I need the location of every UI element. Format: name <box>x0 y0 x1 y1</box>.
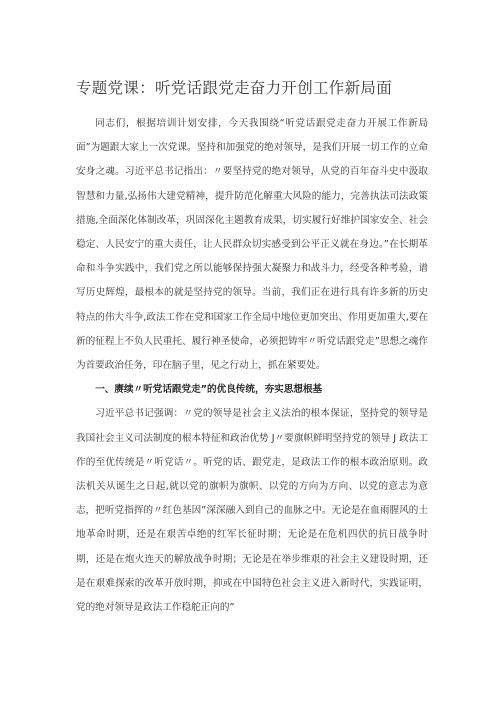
document-title: 专题党课：听党话跟党走奋力开创工作新局面 <box>76 79 393 97</box>
section-paragraph: 习近平总书记强调：〃党的领导是社会主义法治的根本保证，坚持党的领导是我国社会主义司法制度的根本特征和政治优势 J〃要旗帜鲜明坚持党的领导 J 政法工作的至优传统是〃听党话〃。听党的话、跟党走，是政法工作的根本政治原则。政法机关从诞生之日起,就以党的旗帜为旗帜、以党的方向为方向、以党的意志为意志，把听党指挥的〃红色基因”深深融入到自己的血脉之中。无论是在血雨腥风的土地革命时期，还是在艰苦卓绝的红军长征时期；无论是在危机四伏的抗日战争时期，还是在炮火连天的解放战争时期；无论是在举步维艰的社会主义建设时期，还是在艰难探索的改革开放时期，抑或在中国特色社会主义进入新时代，实践证明，党的绝对领导是政法工作稳舵正向的” <box>76 408 428 614</box>
document-body <box>76 112 428 620</box>
section-heading: 一、赓续〃听党话跟党走”的优良传统，夯实思想根基 <box>95 384 323 396</box>
intro-paragraph: 同志们，根据培训计划安排，今天我围绕“听党话跟党走奋力开展工作新局面”为题跟大家上一次党课。坚持和加强党的绝对领导，是我们开展一切工作的立命安身之魂。习近平总书记指出：〃要坚持党的绝对领导，从党的百年奋斗史中汲取智慧和力量,弘扬伟大建党精神，提升防范化解重大风险的能力，完善执法司法政策措施,全面深化体制改革，巩固深化主题教育成果，切实履行好维护国家安全、社会稳定、人民安宁的重大责任，让人民群众切实感受到公平正义就在身边。”在长期革命和斗争实践中，我们党之所以能够保持强大凝聚力和战斗力，经受各种考验，谱写历史辉煌，最根本的就是坚持党的领导。当前，我们正在进行具有许多新的历史特点的伟大斗争,政法工作在党和国家工作全局中地位更加突出、作用更加重大,要在新的征程上不负人民重托、履行神圣使命，必须把铸牢〃听党话跟党走”思想之魂作为首要政治任务，印在脑子里，见之行动上，抓在紧要处。 <box>76 118 428 372</box>
